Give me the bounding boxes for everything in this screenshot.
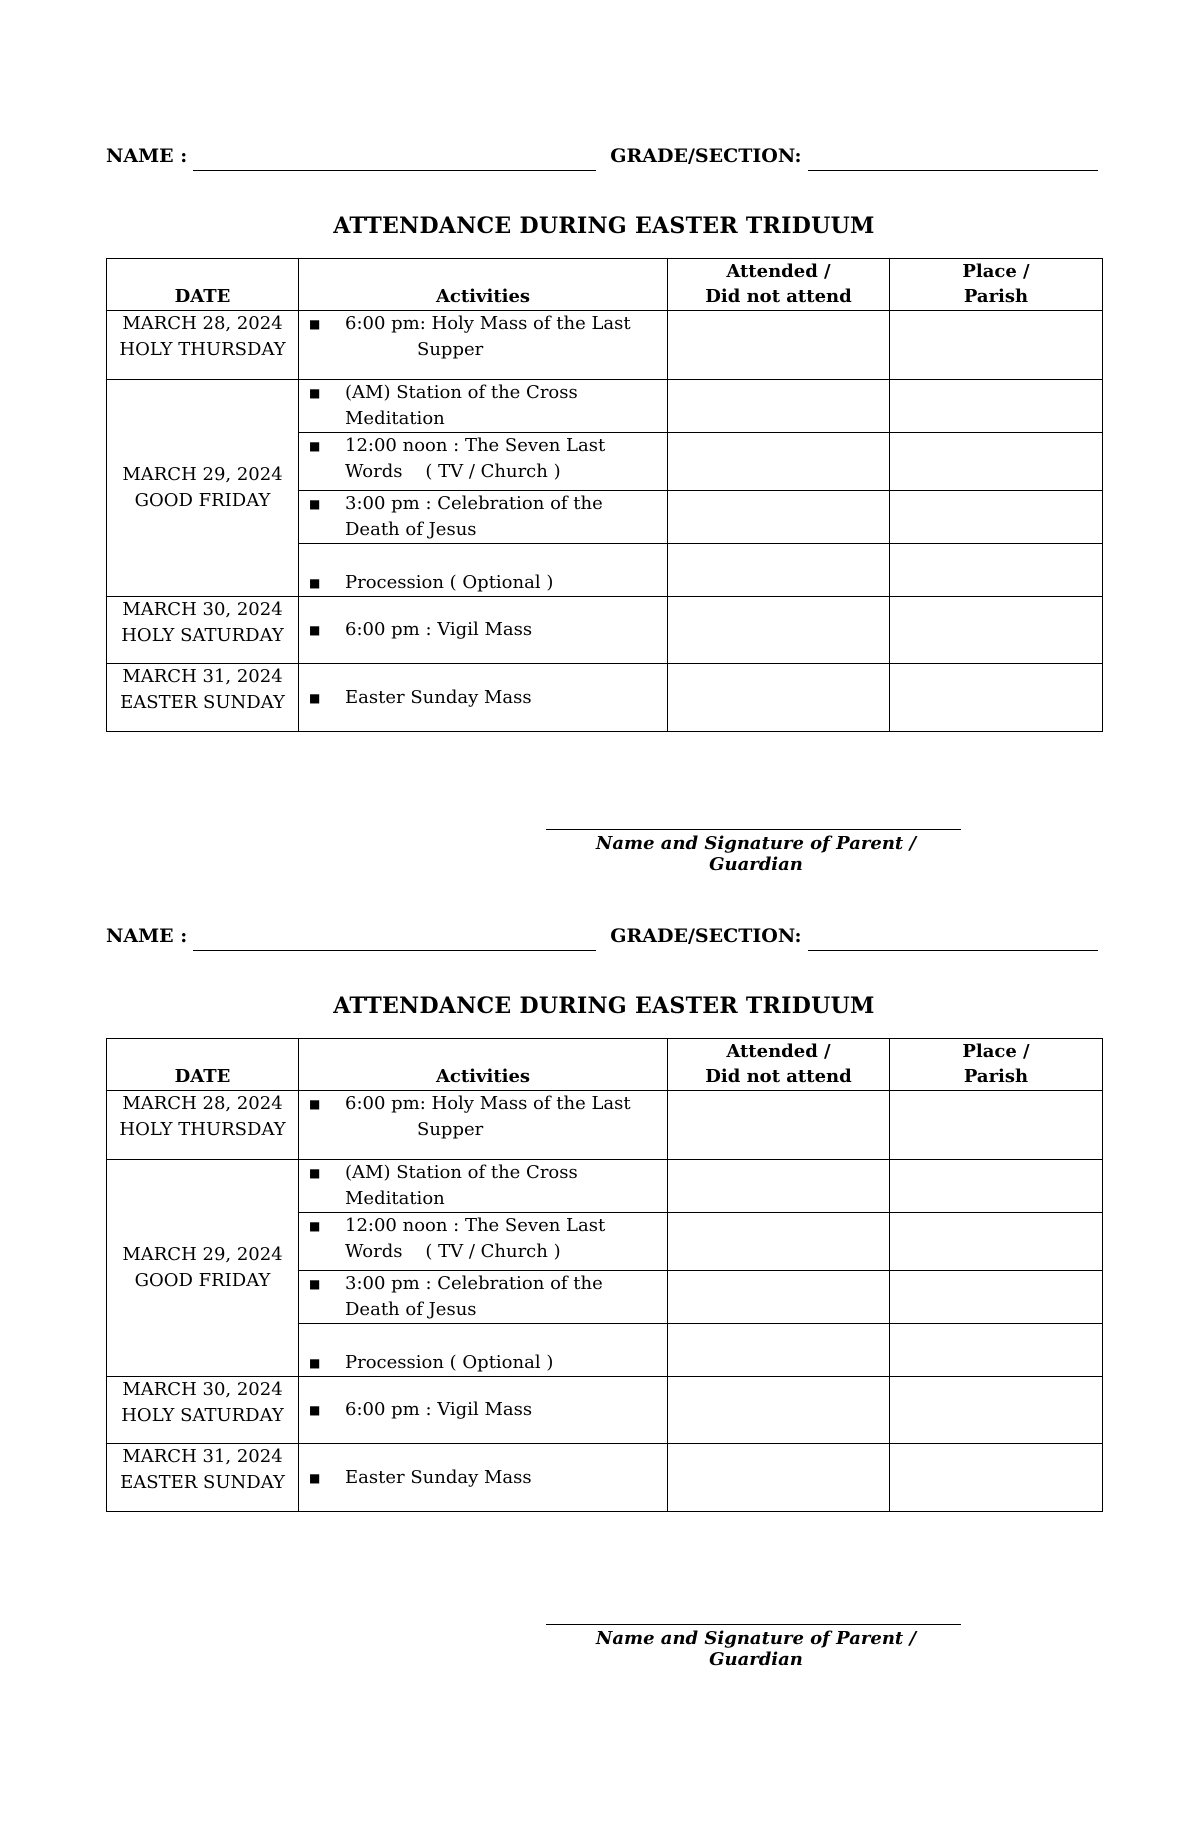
activity-cell: ■ 6:00 pm : Vigil Mass bbox=[299, 1377, 668, 1444]
bullet-icon: ■ bbox=[309, 439, 321, 453]
place-cell[interactable] bbox=[890, 1377, 1103, 1444]
activity-cell: ■ 12:00 noon : The Seven Last Words ( TV / Church ) bbox=[299, 433, 668, 491]
attended-cell[interactable] bbox=[668, 1271, 890, 1324]
attended-cell[interactable] bbox=[668, 491, 890, 544]
bullet-icon: ■ bbox=[309, 317, 321, 331]
place-cell[interactable] bbox=[890, 1160, 1103, 1213]
date-cell: MARCH 30, 2024 HOLY SATURDAY bbox=[107, 597, 299, 664]
activity-cell: ■ 3:00 pm : Celebration of the Death of Jesus bbox=[299, 1271, 668, 1324]
date-cell: MARCH 31, 2024 EASTER SUNDAY bbox=[107, 1444, 299, 1512]
activity-cell: ■ 6:00 pm : Vigil Mass bbox=[299, 597, 668, 664]
attended-cell[interactable] bbox=[668, 311, 890, 380]
attended-cell[interactable] bbox=[668, 1324, 890, 1377]
table-row bbox=[107, 1377, 1103, 1444]
header-place: Place / Parish bbox=[890, 1039, 1103, 1091]
place-cell[interactable] bbox=[890, 664, 1103, 732]
activity-cell: ■ Easter Sunday Mass bbox=[299, 664, 668, 732]
header-activities: Activities bbox=[299, 259, 668, 311]
header-attended: Attended / Did not attend bbox=[668, 259, 890, 311]
activity-cell: ■ 12:00 noon : The Seven Last Words ( TV / Church ) bbox=[299, 1213, 668, 1271]
table-row bbox=[107, 597, 1103, 664]
header-date: DATE bbox=[107, 1039, 299, 1091]
place-cell[interactable] bbox=[890, 380, 1103, 433]
place-cell[interactable] bbox=[890, 1271, 1103, 1324]
activity-cell: ■ (AM) Station of the Cross Meditation bbox=[299, 380, 668, 433]
table-row bbox=[107, 1091, 1103, 1160]
date-cell: MARCH 30, 2024 HOLY SATURDAY bbox=[107, 1377, 299, 1444]
activity-cell: ■ 6:00 pm: Holy Mass of the Last Supper bbox=[299, 1091, 668, 1160]
activity-cell: ■ Easter Sunday Mass bbox=[299, 1444, 668, 1512]
bullet-icon: ■ bbox=[309, 690, 321, 705]
activity-cell: ■ (AM) Station of the Cross Meditation bbox=[299, 1160, 668, 1213]
place-cell[interactable] bbox=[890, 1091, 1103, 1160]
bullet-icon: ■ bbox=[309, 1470, 321, 1485]
name-blank[interactable] bbox=[193, 930, 596, 951]
grade-blank[interactable] bbox=[808, 930, 1098, 951]
name-grade-line bbox=[106, 141, 1102, 171]
signature-line[interactable] bbox=[546, 1624, 961, 1625]
name-grade-line bbox=[106, 921, 1102, 951]
date-cell: MARCH 28, 2024 HOLY THURSDAY bbox=[107, 311, 299, 380]
place-cell[interactable] bbox=[890, 1213, 1103, 1271]
activity-cell: ■ 6:00 pm: Holy Mass of the Last Supper bbox=[299, 311, 668, 380]
activity-cell: ■ Procession ( Optional ) bbox=[299, 544, 668, 597]
header-date: DATE bbox=[107, 259, 299, 311]
table-row bbox=[107, 380, 1103, 433]
bullet-icon: ■ bbox=[309, 1166, 321, 1180]
name-label: NAME : bbox=[106, 145, 188, 167]
signature-line[interactable] bbox=[546, 829, 961, 830]
signature-label: Name and Signature of Parent / Guardian bbox=[595, 833, 917, 875]
attended-cell[interactable] bbox=[668, 1213, 890, 1271]
grade-label: GRADE/SECTION: bbox=[610, 925, 802, 947]
table-header-row bbox=[107, 1039, 1103, 1091]
attendance-table bbox=[106, 1038, 1103, 1512]
attended-cell[interactable] bbox=[668, 1160, 890, 1213]
activity-cell: ■ 3:00 pm : Celebration of the Death of Jesus bbox=[299, 491, 668, 544]
table-row bbox=[107, 1444, 1103, 1512]
date-cell: MARCH 29, 2024 GOOD FRIDAY bbox=[107, 1160, 299, 1377]
attended-cell[interactable] bbox=[668, 1091, 890, 1160]
header-attended: Attended / Did not attend bbox=[668, 1039, 890, 1091]
header-activities: Activities bbox=[299, 1039, 668, 1091]
grade-label: GRADE/SECTION: bbox=[610, 145, 802, 167]
table-row bbox=[107, 1160, 1103, 1213]
place-cell[interactable] bbox=[890, 491, 1103, 544]
table-row bbox=[107, 664, 1103, 732]
header-place: Place / Parish bbox=[890, 259, 1103, 311]
table-row bbox=[107, 311, 1103, 380]
place-cell[interactable] bbox=[890, 311, 1103, 380]
place-cell[interactable] bbox=[890, 433, 1103, 491]
bullet-icon: ■ bbox=[309, 386, 321, 400]
date-cell: MARCH 31, 2024 EASTER SUNDAY bbox=[107, 664, 299, 732]
activity-cell: ■ Procession ( Optional ) bbox=[299, 1324, 668, 1377]
attendance-table bbox=[106, 258, 1103, 732]
attended-cell[interactable] bbox=[668, 380, 890, 433]
attended-cell[interactable] bbox=[668, 544, 890, 597]
place-cell[interactable] bbox=[890, 544, 1103, 597]
bullet-icon: ■ bbox=[309, 1219, 321, 1233]
form-title: ATTENDANCE DURING EASTER TRIDUUM bbox=[333, 213, 875, 239]
attended-cell[interactable] bbox=[668, 1444, 890, 1512]
date-cell: MARCH 29, 2024 GOOD FRIDAY bbox=[107, 380, 299, 597]
grade-blank[interactable] bbox=[808, 150, 1098, 171]
table-header-row bbox=[107, 259, 1103, 311]
bullet-icon: ■ bbox=[309, 497, 321, 511]
attended-cell[interactable] bbox=[668, 433, 890, 491]
place-cell[interactable] bbox=[890, 1324, 1103, 1377]
bullet-icon: ■ bbox=[309, 1356, 321, 1370]
attended-cell[interactable] bbox=[668, 664, 890, 732]
name-label: NAME : bbox=[106, 925, 188, 947]
name-blank[interactable] bbox=[193, 150, 596, 171]
signature-label: Name and Signature of Parent / Guardian bbox=[595, 1628, 917, 1670]
bullet-icon: ■ bbox=[309, 1403, 321, 1417]
bullet-icon: ■ bbox=[309, 1277, 321, 1291]
place-cell[interactable] bbox=[890, 597, 1103, 664]
attended-cell[interactable] bbox=[668, 597, 890, 664]
bullet-icon: ■ bbox=[309, 1097, 321, 1111]
attended-cell[interactable] bbox=[668, 1377, 890, 1444]
form-title: ATTENDANCE DURING EASTER TRIDUUM bbox=[333, 993, 875, 1019]
bullet-icon: ■ bbox=[309, 576, 321, 590]
place-cell[interactable] bbox=[890, 1444, 1103, 1512]
bullet-icon: ■ bbox=[309, 623, 321, 637]
date-cell: MARCH 28, 2024 HOLY THURSDAY bbox=[107, 1091, 299, 1160]
